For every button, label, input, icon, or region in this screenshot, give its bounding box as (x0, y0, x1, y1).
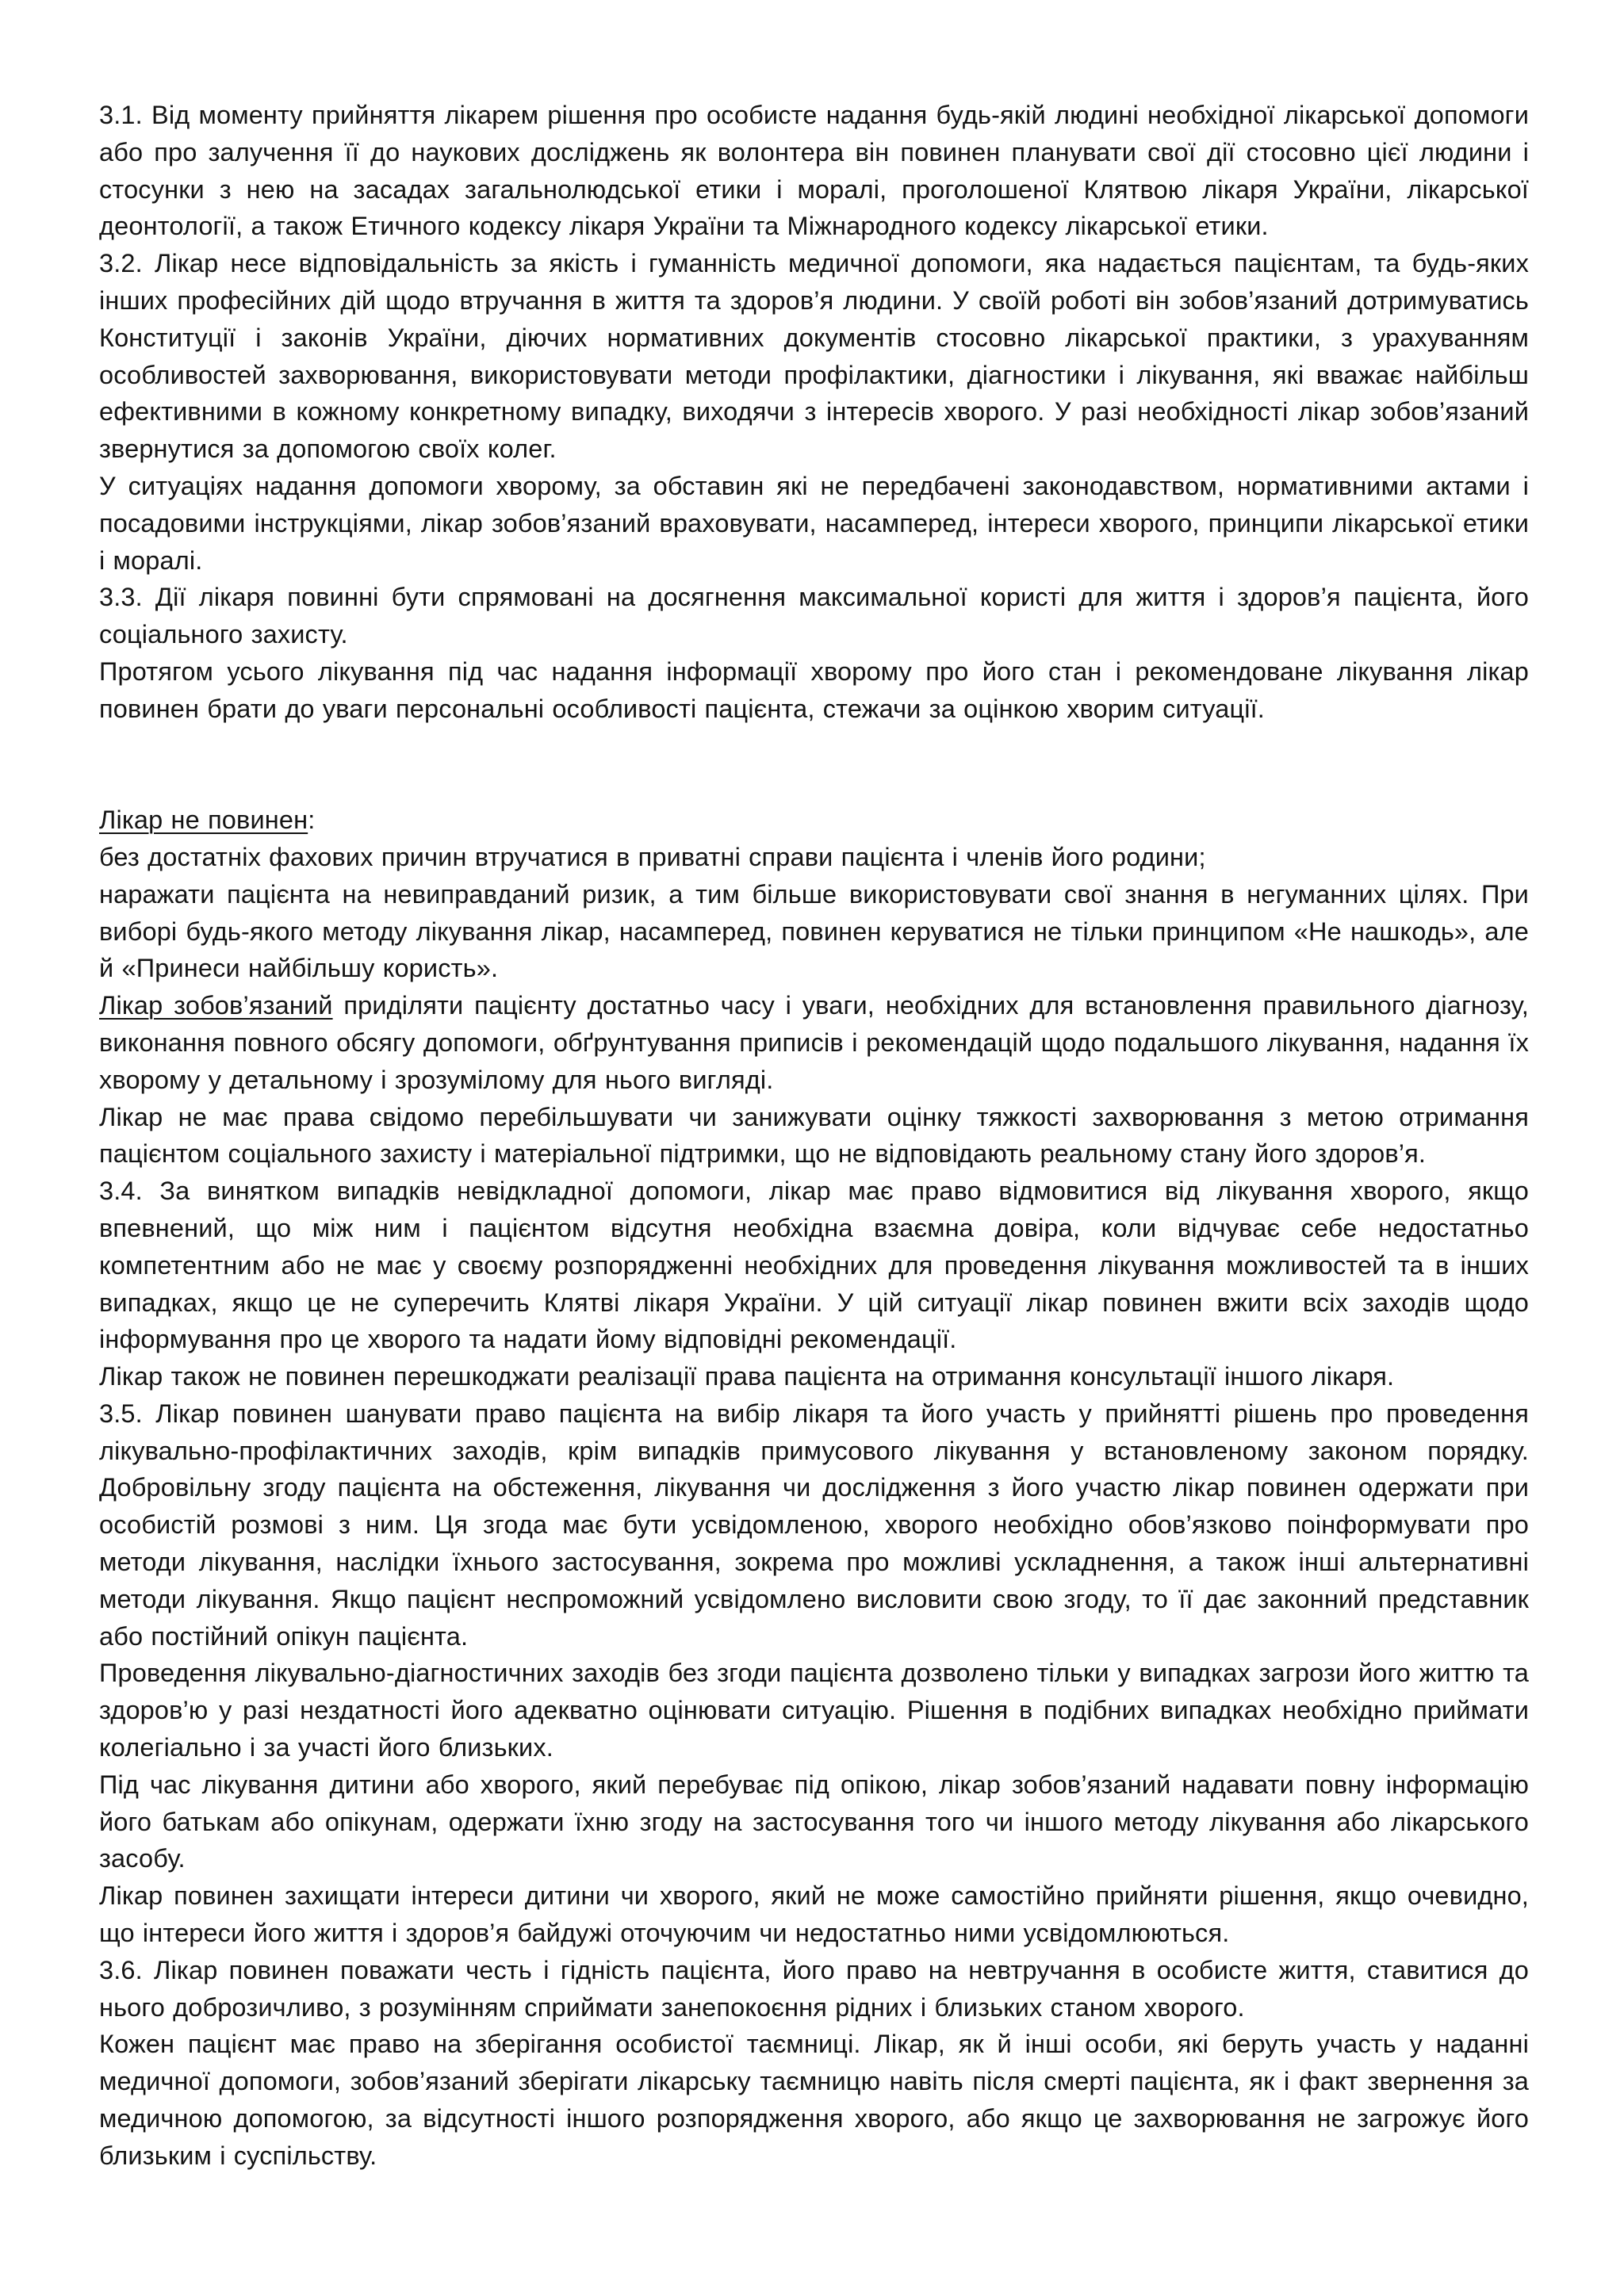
paragraph-consultation-right: Лікар також не повинен перешкоджати реалізації права пацієнта на отримання консультації іншого лікаря. (99, 1362, 1395, 1391)
paragraph-treatment-information: Протягом усього лікування під час надання інформації хворому про його стан і рекомендоване лікування лікар повинен брати до уваги персональні особливості пацієнта, стежачи за оцінкою хворим ситуації. (99, 656, 1529, 723)
paragraph-3-2: 3.2. Лікар несе відповідальність за якість і гуманність медичної допомоги, яка надається пацієнтам, та будь-яких інших професійних дій щодо втручання в життя та здоров’я людини. У своїй роботі він зобов’язаний дотримуватись Конституції і законів України, діючих нормативних документів стосовно лікарської практики, з урахуванням особливостей захворювання, використовувати методи профілактики, діагностики і лікування, які вважає найбільш ефективними в кожному конкретному випадку, виходячи з інтересів хворого. У разі необхідності лікар зобов’язаний звернутися за допомогою своїх колег. (99, 249, 1529, 464)
paragraph-3-4: 3.4. За винятком випадків невідкладної допомоги, лікар має право відмовитися від лікування хворого, якщо впевнений, що між ним і пацієнтом відсутня необхідна взаємна довіра, коли відчуває себе недостатньо компетентним або не має у своєму розпорядженні необхідних для проведення лікування можливостей та в інших випадках, якщо це не суперечить Клятві лікаря України. У цій ситуації лікар повинен вжити всіх заходів щодо інформування про це хворого та надати йому відповідні рекомендації. (99, 1177, 1529, 1354)
paragraph-without-consent: Проведення лікувально-діагностичних заходів без згоди пацієнта дозволено тільки у випадках загрози його життю та здоров’ю у разі нездатності його адекватно оцінювати ситуацію. Рішення в подібних випадках необхідно приймати колегіально і за участі його близьких. (99, 1659, 1529, 1762)
blank-line (99, 728, 1529, 802)
document-body (99, 97, 1529, 2175)
obliged-text: приділяти пацієнту достатньо часу і уваги, необхідних для встановлення правильного діагнозу, виконання повного обсягу допомоги, обґрунтування приписів і рекомендацій щодо подальшого лікування, надання їх хворому у детальному і зрозумілому для нього вигляді. (99, 991, 1529, 1094)
paragraph-no-exaggeration: Лікар не має права свідомо перебільшувати чи занижувати оцінку тяжкості захворювання з метою отримання пацієнтом соціального захисту і матеріальної підтримки, що не відповідають реальному стану його здоров’я. (99, 1102, 1529, 1169)
paragraph-doctor-obliged (99, 987, 1529, 1098)
underlined-heading-must-not: Лікар не повинен (99, 806, 308, 835)
paragraph-unforeseen-situations: У ситуаціях надання допомоги хворому, за обставин які не передбачені законодавством, нормативними актами і посадовими інструкціями, лікар зобов’язаний враховувати, насамперед, інтереси хворого, принципи лікарської етики і моралі. (99, 471, 1529, 575)
paragraph-3-6: 3.6. Лікар повинен поважати честь і гідність пацієнта, його право на невтручання в особисте життя, ставитися до нього доброзичливо, з розумінням сприймати занепокоєння рідних і близьких станом хворого. (99, 1955, 1529, 2022)
paragraph-no-interference: без достатніх фахових причин втручатися в приватні справи пацієнта і членів його родини; (99, 842, 1206, 871)
paragraph-doctor-must-not (99, 802, 1529, 839)
paragraph-3-1: 3.1. Від моменту прийняття лікарем рішення про особисте надання будь-якій людині необхідної лікарської допомоги або про залучення її до наукових досліджень як волонтера він повинен планувати свої дії стосовно цієї людини і стосунки з нею на засадах загальнолюдської етики і моралі, проголошеної Клятвою лікаря України, лікарської деонтології, а також Етичного кодексу лікаря України та Міжнародного кодексу лікарської етики. (99, 101, 1529, 241)
paragraph-3-3: 3.3. Дії лікаря повинні бути спрямовані на досягнення максимальної користі для життя і здоров’я пацієнта, його соціального захисту. (99, 583, 1529, 649)
paragraph-medical-secrecy: Кожен пацієнт має право на зберігання особистої таємниці. Лікар, як й інші особи, які беруть участь у наданні медичної допомоги, зобов’язаний зберігати лікарську таємницю навіть після смерті пацієнта, як і факт звернення за медичною допомогою, за відсутності іншого розпорядження хворого, або якщо це захворювання не загрожує його близьким і суспільству. (99, 2030, 1529, 2170)
paragraph-3-5: 3.5. Лікар повинен шанувати право пацієнта на вибір лікаря та його участь у прийнятті рішень про проведення лікувально-профілактичних заходів, крім випадків примусового лікування у встановленому законом порядку. Добровільну згоду пацієнта на обстеження, лікування чи дослідження з його участю лікар повинен одержати при особистій розмові з ним. Ця згода має бути усвідомленою, хворого необхідно обов’язково поінформувати про методи лікування, наслідки їхнього застосування, зокрема про можливі ускладнення, а також інші альтернативні методи лікування. Якщо пацієнт неспроможний усвідомлено висловити свою згоду, то її дає законний представник або постійний опікун пацієнта. (99, 1399, 1529, 1651)
paragraph-no-unjustified-risk: наражати пацієнта на невиправданий ризик, а тим більше використовувати свої знання в негуманних цілях. При виборі будь-якого методу лікування лікар, насамперед, повинен керуватися не тільки принципом «Не нашкодь», але й «Принеси найбільшу користь». (99, 879, 1529, 983)
heading-colon: : (308, 806, 316, 835)
paragraph-protect-interests: Лікар повинен захищати інтереси дитини чи хворого, який не може самостійно прийняти рішення, якщо очевидно, що інтереси його життя і здоров’я байдужі оточуючим чи недостатньо ними усвідомлюються. (99, 1881, 1529, 1948)
paragraph-child-treatment: Під час лікування дитини або хворого, який перебуває під опікою, лікар зобов’язаний надавати повну інформацію його батькам або опікунам, одержати їхню згоду на застосування того чи іншого методу лікування або лікарського засобу. (99, 1770, 1529, 1873)
underlined-heading-obliged: Лікар зобов’язаний (99, 991, 333, 1020)
